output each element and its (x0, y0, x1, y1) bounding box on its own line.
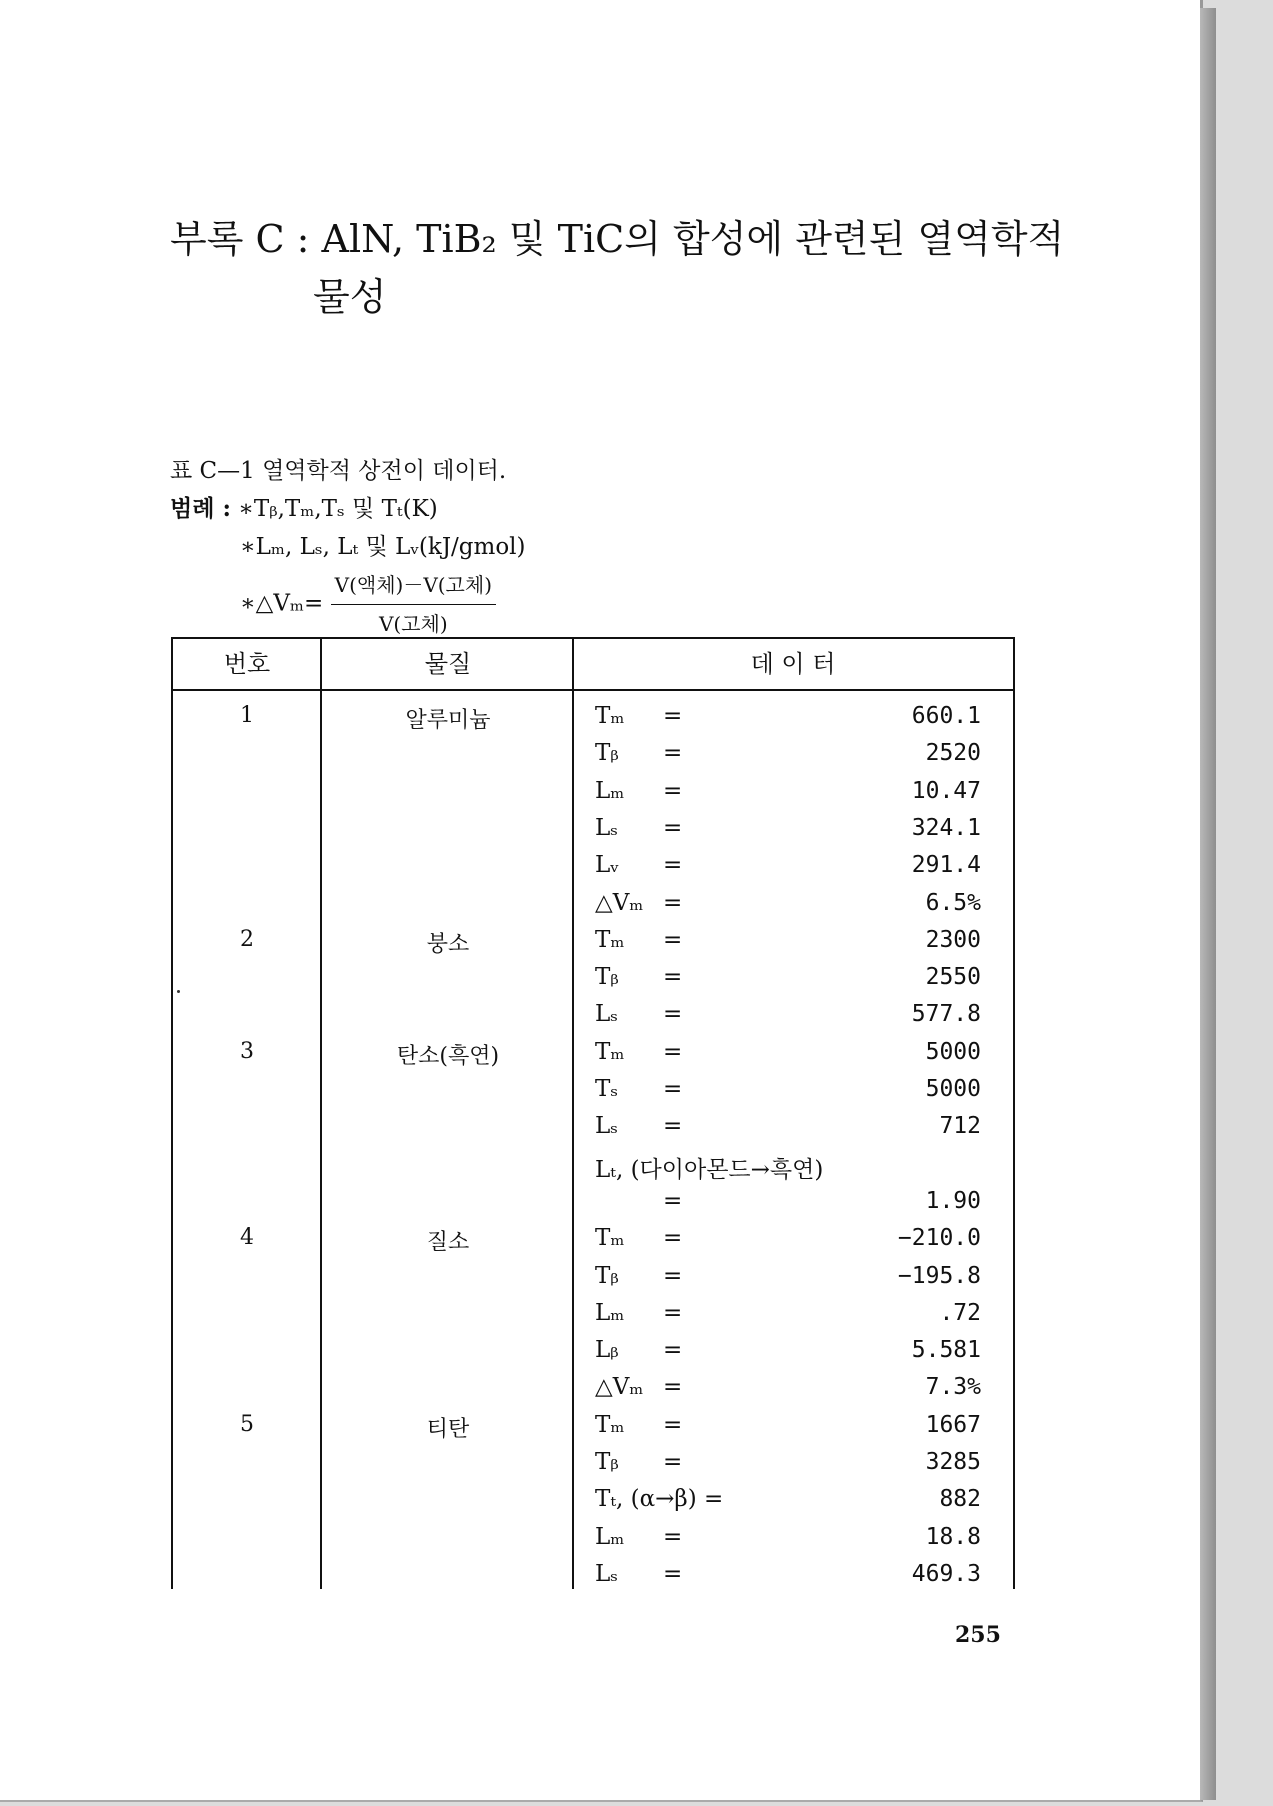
data-value: 324.1 (911, 814, 981, 841)
material-number: 1 (240, 703, 254, 728)
data-symbol: Tᵦ (595, 740, 619, 767)
material-name: 알루미늄 (405, 708, 491, 733)
legend-line-2: ∗Lₘ, Lₛ, Lₜ 및 Lᵥ(kJ/gmol) (240, 534, 526, 560)
data-equals: = (663, 889, 683, 916)
material-name: 질소 (426, 1230, 470, 1256)
material-name: 티탄 (426, 1416, 470, 1442)
data-value: −195.8 (897, 1262, 981, 1289)
data-value: 3285 (925, 1449, 981, 1475)
header-data: 데 이 터 (750, 650, 836, 678)
material-number: 4 (240, 1225, 254, 1251)
data-equals: = (663, 964, 683, 991)
data-symbol: Tₘ (595, 1411, 625, 1438)
column-divider (572, 639, 574, 1589)
data-equals: = (663, 1523, 683, 1550)
data-symbol: Tₜ, (α→β) = (595, 1486, 724, 1513)
data-equals: = (663, 1001, 683, 1028)
data-equals: = (663, 1187, 683, 1214)
data-symbol: Lₛ (595, 1113, 619, 1140)
data-value: 1667 (925, 1411, 981, 1438)
data-symbol: △Vₘ (595, 889, 644, 916)
volume-fraction (331, 566, 496, 643)
data-value: −210.0 (897, 1225, 981, 1252)
table-caption: 표 C—1 열역학적 상전이 데이터. (170, 458, 507, 484)
page-title (170, 210, 1064, 326)
data-symbol: Tₘ (595, 703, 625, 729)
data-symbol: Tᵦ (595, 964, 619, 991)
data-symbol: Lₘ (595, 1299, 625, 1326)
header-no: 번호 (223, 650, 271, 678)
data-value: 7.3% (925, 1374, 981, 1401)
data-value: 660.1 (911, 703, 981, 729)
page-speck (177, 990, 180, 993)
data-symbol: Tᵦ (595, 1262, 619, 1289)
data-value: 291.4 (911, 852, 981, 879)
data-value: 5000 (925, 1038, 981, 1065)
data-value: 6.5% (925, 889, 981, 916)
data-equals: = (663, 1225, 683, 1252)
data-equals: = (663, 1337, 683, 1364)
data-symbol: Tₘ (595, 1038, 625, 1065)
data-value: 5000 (925, 1076, 981, 1102)
legend-line-1: ∗Tᵦ,Tₘ,Tₛ 및 Tₜ(K) (238, 496, 438, 522)
data-symbol: Tᵦ (595, 1449, 619, 1475)
data-equals: = (663, 1449, 683, 1475)
data-equals: = (663, 1374, 683, 1401)
data-value: 18.8 (925, 1523, 981, 1550)
data-value: 5.581 (911, 1337, 981, 1364)
data-equals: = (663, 814, 683, 841)
data-value: 2550 (925, 964, 981, 991)
data-equals: = (663, 777, 683, 804)
data-equals: = (663, 1262, 683, 1289)
material-number: 5 (240, 1411, 254, 1437)
data-equals: = (663, 926, 683, 953)
data-equals: = (663, 1076, 683, 1102)
data-equals: = (663, 740, 683, 767)
title-line-1: 부록 C : AlN, TiB₂ 및 TiC의 합성에 관련된 열역학적 (170, 217, 1065, 261)
data-value: 1.90 (925, 1187, 981, 1214)
data-value: 469.3 (911, 1560, 981, 1587)
legend-line-3: ∗△Vₘ= (240, 590, 324, 617)
data-symbol: Lₘ (595, 777, 625, 804)
data-symbol: Tₛ (595, 1076, 619, 1102)
fraction-denominator: V(고체) (378, 612, 448, 636)
data-equals: = (663, 1560, 683, 1587)
column-divider (320, 639, 322, 1589)
page-number: 255 (955, 1622, 1001, 1648)
data-value: 2300 (925, 926, 981, 953)
data-value: 2520 (925, 740, 981, 767)
data-symbol: Lₛ (595, 814, 619, 841)
legend-label: 범례 : (170, 495, 231, 522)
data-equals: = (663, 1299, 683, 1326)
data-value: 882 (939, 1486, 981, 1513)
material-number: 2 (240, 926, 254, 952)
data-symbol: Lₜ, (다이아몬드→흑연) (595, 1156, 824, 1183)
header-material: 물질 (424, 650, 472, 678)
data-symbol: Lᵦ (595, 1337, 619, 1364)
data-equals: = (663, 1038, 683, 1065)
data-equals: = (663, 1113, 683, 1140)
data-symbol: Tₘ (595, 1225, 625, 1252)
data-equals: = (663, 1411, 683, 1438)
data-value: 712 (939, 1113, 981, 1140)
data-value: 577.8 (911, 1001, 981, 1028)
data-symbol: Lₛ (595, 1560, 619, 1587)
page-edge-shadow (1200, 8, 1216, 1800)
legend (170, 490, 526, 643)
data-symbol: Tₘ (595, 926, 625, 953)
data-symbol: Lᵥ (595, 852, 619, 879)
data-symbol: △Vₘ (595, 1374, 644, 1401)
material-name: 붕소 (426, 931, 470, 957)
data-equals: = (663, 703, 683, 729)
table-header (173, 639, 1013, 691)
fraction-numerator: V(액체)－V(고체) (331, 566, 496, 605)
data-equals: = (663, 852, 683, 879)
data-value: 10.47 (911, 777, 981, 804)
data-symbol: Lₘ (595, 1523, 625, 1550)
data-symbol: Lₛ (595, 1001, 619, 1028)
material-name: 탄소(흑연) (396, 1043, 500, 1069)
data-table (171, 637, 1015, 1589)
data-value: .72 (939, 1299, 981, 1326)
material-number: 3 (240, 1038, 254, 1064)
title-line-2: 물성 (313, 275, 387, 319)
